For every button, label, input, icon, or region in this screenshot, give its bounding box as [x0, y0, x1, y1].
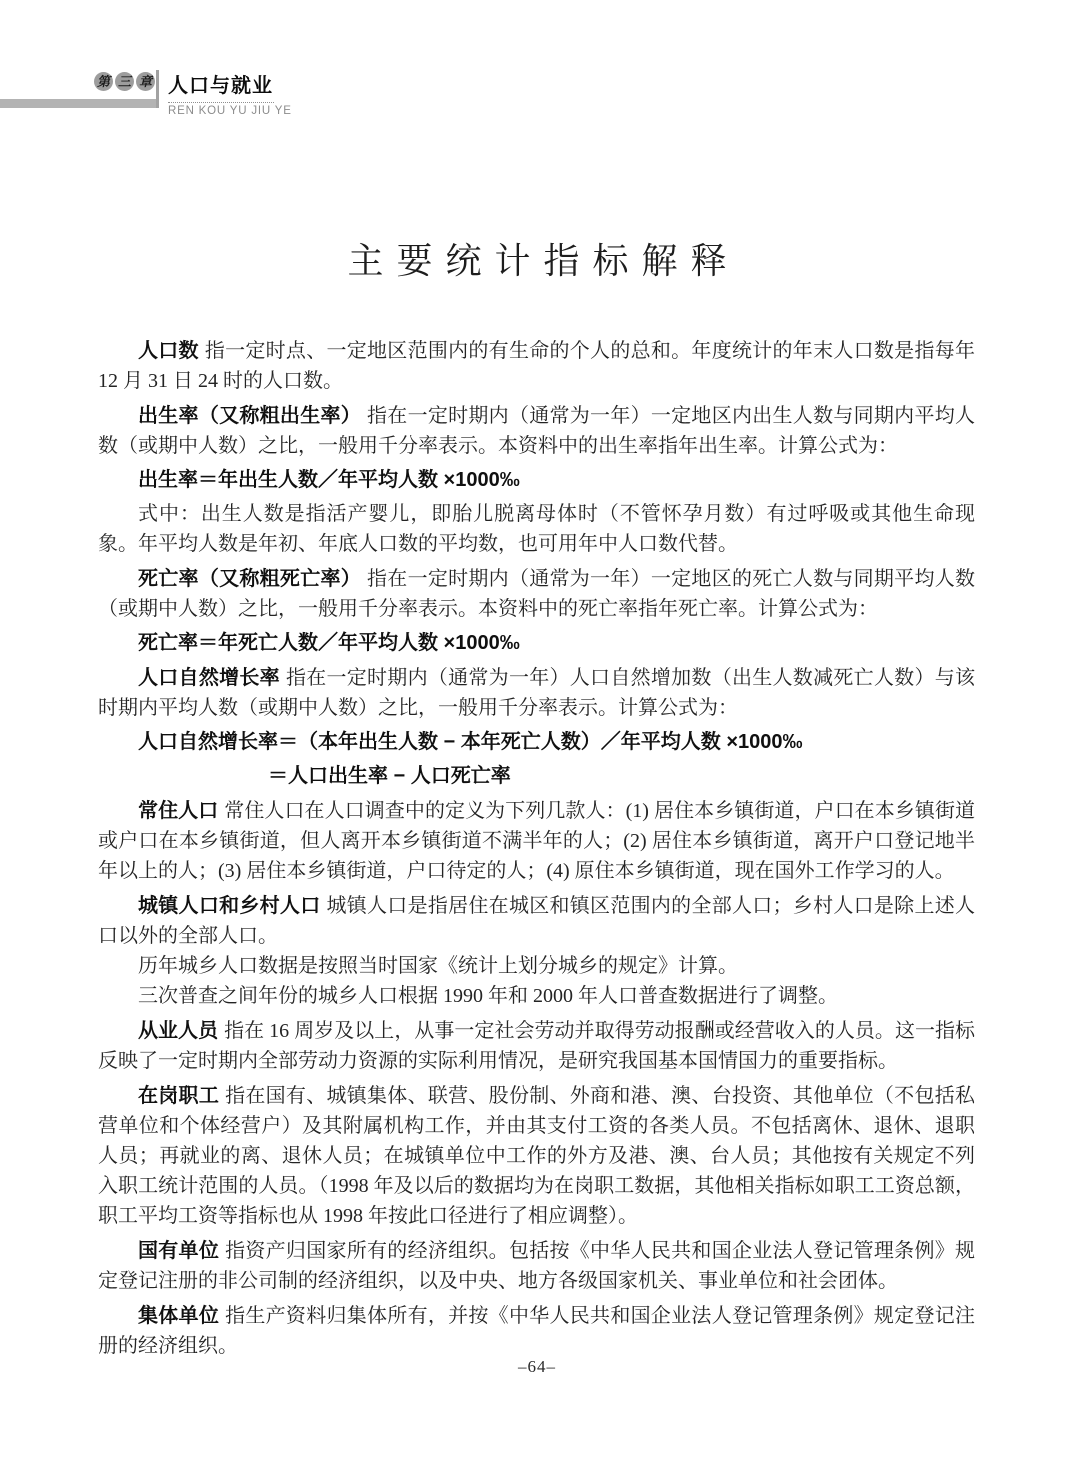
paragraph-text: 指在一定时期内（通常为一年）一定地区内出生人数与同期内平均人数（或期中人数）之比，一般用千分率表示。本资料中的出生率指年出生率。计算公式为： — [98, 405, 976, 457]
term-label: 死亡率（又称粗死亡率） — [138, 568, 362, 590]
formula-natural-growth-rate: 人口自然增长率＝（本年出生人数 − 本年死亡人数）／年平均人数 ×1000‰ — [138, 731, 803, 753]
paragraph-text: 指在 16 周岁及以上，从事一定社会劳动并取得劳动报酬或经营收入的人员。这一指标反映了一定时期内全部劳动力资源的实际利用情况，是研究我国基本国情国力的重要指标。 — [98, 1020, 976, 1072]
paragraph-staff-on-duty — [98, 1081, 975, 1231]
term-label: 集体单位 — [138, 1305, 220, 1327]
paragraph-resident-population — [98, 796, 975, 886]
chapter-badge — [94, 72, 155, 91]
document-body — [98, 331, 975, 1361]
paragraph-text: 三次普查之间年份的城乡人口根据 1990 年和 2000 年人口普查数据进行了调整。 — [138, 985, 838, 1007]
formula-birth-rate: 出生率＝年出生人数／年平均人数 ×1000‰ — [138, 469, 520, 491]
paragraph-text: 常住人口在人口调查中的定义为下列几款人：(1) 居住本乡镇街道，户口在本乡镇街道或户口在本乡镇街道，但人离开本乡镇街道不满半年的人；(2) 居住本乡镇街道，离开户口登记地半年以上的人；(3) 居住本乡镇街道，户口待定的人；(4) 原住本乡镇街道，现在国外工作学习的人。 — [98, 800, 976, 882]
paragraph-formula-note — [98, 499, 975, 559]
paragraph-text: 指一定时点、一定地区范围内的有生命的个人的总和。年度统计的年末人口数是指每年 12 月 31 日 24 时的人口数。 — [98, 340, 976, 392]
term-label: 从业人员 — [138, 1020, 219, 1042]
paragraph-text: 式中：出生人数是指活产婴儿，即胎儿脱离母体时（不管怀孕月数）有过呼吸或其他生命现象。年平均人数是年初、年底人口数的平均数，也可用年中人口数代替。 — [98, 503, 975, 555]
paragraph-text: 历年城乡人口数据是按照当时国家《统计上划分城乡的规定》计算。 — [138, 955, 738, 977]
paragraph-death-rate — [98, 564, 975, 624]
paragraph-employed-persons — [98, 1016, 975, 1076]
term-label: 常住人口 — [138, 800, 219, 822]
chapter-title-block — [168, 69, 292, 117]
paragraph-text: 指在国有、城镇集体、联营、股份制、外商和港、澳、台投资、其他单位（不包括私营单位和个体经营户）及其附属机构工作，并由其支付工资的各类人员。不包括离休、退休、退职人员；再就业的离、退休人员；在城镇单位中工作的外方及港、澳、台人员；其他按有关规定不列入职工统计范围的人员。（1998 年及以后的数据均为在岗职工数据，其他相关指标如职工工资总额，职工平均工资等指标也从 1998 年按此口径进行了相应调整）。 — [98, 1085, 976, 1227]
paragraph-text: 指在一定时期内（通常为一年）人口自然增加数（出生人数减死亡人数）与该时期内平均人数（或期中人数）之比，一般用千分率表示。计算公式为： — [98, 667, 976, 719]
term-label: 人口数 — [138, 340, 199, 362]
paragraph-text: 指生产资料归集体所有，并按《中华人民共和国企业法人登记管理条例》规定登记注册的经济组织。 — [98, 1305, 976, 1357]
chapter-badge-char: 三 — [115, 72, 134, 91]
page-title: 主要统计指标解释 — [347, 240, 740, 281]
chapter-title: 人口与就业 — [168, 69, 274, 103]
chapter-badge-char: 章 — [136, 72, 155, 91]
formula-natural-growth-rate-continued: ＝人口出生率 − 人口死亡率 — [268, 765, 511, 787]
paragraph-collective-units — [98, 1301, 975, 1361]
paragraph-population-count — [98, 336, 975, 396]
page-number: –64– — [518, 1357, 556, 1376]
chapter-header-bar — [0, 99, 156, 108]
paragraph-historical-data-note — [98, 951, 975, 981]
paragraph-text: 城镇人口是指居住在城区和镇区范围内的全部人口；乡村人口是除上述人口以外的全部人口。 — [98, 895, 976, 947]
paragraph-urban-rural-population — [98, 891, 975, 951]
chapter-badge-char: 第 — [94, 72, 113, 91]
paragraph-census-adjustment-note — [98, 981, 975, 1011]
term-label: 出生率（又称粗出生率） — [138, 405, 362, 427]
paragraph-text: 指资产归国家所有的经济组织。包括按《中华人民共和国企业法人登记管理条例》规定登记注册的非公司制的经济组织，以及中央、地方各级国家机关、事业单位和社会团体。 — [98, 1240, 976, 1292]
paragraph-birth-rate — [98, 401, 975, 461]
chapter-divider — [156, 70, 159, 108]
term-label: 在岗职工 — [138, 1085, 220, 1107]
term-label: 人口自然增长率 — [138, 667, 280, 689]
paragraph-natural-growth-rate — [98, 663, 975, 723]
chapter-subtitle: REN KOU YU JIU YE — [168, 105, 292, 117]
paragraph-state-owned-units — [98, 1236, 975, 1296]
term-label: 国有单位 — [138, 1240, 220, 1262]
formula-death-rate: 死亡率＝年死亡人数／年平均人数 ×1000‰ — [138, 632, 520, 654]
term-label: 城镇人口和乡村人口 — [138, 895, 321, 917]
paragraph-text: 指在一定时期内（通常为一年）一定地区的死亡人数与同期平均人数（或期中人数）之比，一般用千分率表示。本资料中的死亡率指年死亡率。计算公式为： — [98, 568, 976, 620]
